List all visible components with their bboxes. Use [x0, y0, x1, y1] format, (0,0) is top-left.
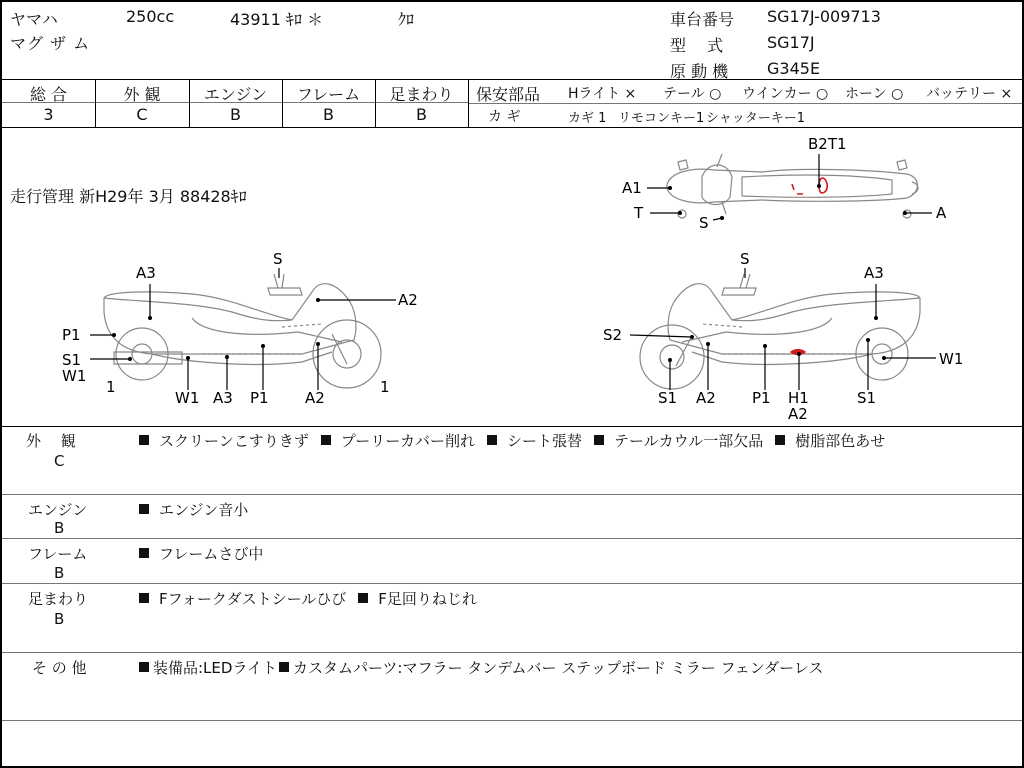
- divider: [468, 103, 1022, 104]
- label-w1: W1: [62, 367, 87, 385]
- frame-grade-value: B: [323, 105, 334, 124]
- divider: [468, 79, 469, 127]
- label-one: 1: [380, 378, 390, 396]
- chassis-value: SG17J-009713: [767, 7, 881, 26]
- remark-frame-grade: B: [54, 564, 65, 582]
- scooter-right-view-icon: [640, 274, 920, 389]
- safety-headlight: Hライト ×: [568, 86, 637, 102]
- bullet-icon: [775, 435, 785, 445]
- remark-item: テールカウル一部欠品: [613, 432, 764, 450]
- remark-engine-items: [139, 499, 248, 520]
- bullet-icon: [139, 662, 149, 672]
- remark-engine-label: エンジン: [28, 501, 88, 519]
- overall-value: 3: [43, 105, 54, 124]
- remark-item: シート張替: [506, 432, 582, 450]
- label-p1: P1: [752, 389, 771, 407]
- remark-item: Fフォークダストシールひび: [159, 590, 347, 608]
- bullet-icon: [279, 662, 289, 672]
- label-b2t1: B2T1: [808, 135, 847, 153]
- label-one: 1: [106, 378, 116, 396]
- mileage: 43911 ｷﾛ ＊: [230, 10, 324, 29]
- label-t: T: [634, 204, 644, 222]
- label-w1: W1: [175, 389, 200, 407]
- suspension-grade-value: B: [416, 105, 427, 124]
- remark-exterior-grade: C: [54, 452, 65, 470]
- suspension-grade-label: 足まわり: [389, 85, 454, 104]
- remark-frame-label: フレーム: [28, 545, 88, 563]
- engine-label: 原 動 機: [670, 62, 729, 81]
- engine-value: G345E: [767, 59, 821, 78]
- model-name: マグ ザ ム: [10, 34, 91, 53]
- label-h1: H1: [788, 389, 809, 407]
- label-s: S: [699, 214, 709, 232]
- label-s1: S1: [857, 389, 877, 407]
- keys-label: カ ギ: [488, 109, 521, 125]
- label-s1: S1: [62, 351, 82, 369]
- engine-grade-label: エンジン: [203, 85, 268, 104]
- scooter-left-view-icon: [104, 274, 381, 388]
- exterior-value: C: [136, 105, 148, 124]
- key-item: カギ 1: [568, 111, 607, 126]
- label-a2: A2: [398, 291, 418, 309]
- label-p1: P1: [62, 326, 81, 344]
- label-a3: A3: [213, 389, 233, 407]
- divider: [2, 652, 1022, 653]
- bullet-icon: [139, 593, 149, 603]
- label-s2: S2: [603, 326, 623, 344]
- engine-grade-value: B: [230, 105, 241, 124]
- divider: [2, 426, 1022, 427]
- remark-other-label: そ の 他: [32, 659, 87, 677]
- label-a2: A2: [788, 405, 808, 423]
- label-s1: S1: [658, 389, 678, 407]
- label-a2: A2: [305, 389, 325, 407]
- safety-tail: テール ○: [663, 86, 722, 102]
- safety-battery: バッテリー ×: [926, 86, 1013, 102]
- remark-suspension-grade: B: [54, 610, 65, 628]
- remark-exterior-label: 外 観: [26, 432, 76, 450]
- divider: [2, 494, 1022, 495]
- safety-label: 保安部品: [476, 85, 541, 104]
- label-s: S: [273, 250, 283, 268]
- maker: ヤマハ: [10, 10, 58, 29]
- remark-item: エンジン音小: [159, 501, 249, 519]
- bullet-icon: [594, 435, 604, 445]
- remark-item: カスタムパーツ:マフラー タンデムバー ステップボード ミラー フェンダーレス: [293, 659, 824, 677]
- bullet-icon: [487, 435, 497, 445]
- remark-suspension-items: [139, 588, 477, 609]
- overall-label: 総 合: [29, 85, 68, 104]
- bullet-icon: [139, 504, 149, 514]
- label-a1: A1: [622, 179, 642, 197]
- divider: [2, 79, 1022, 80]
- label-p1: P1: [250, 389, 269, 407]
- bullet-icon: [139, 435, 149, 445]
- chassis-label: 車台番号: [670, 10, 735, 29]
- divider: [2, 720, 1022, 721]
- remark-frame-items: [139, 543, 263, 564]
- bullet-icon: [358, 593, 368, 603]
- divider: [2, 583, 1022, 584]
- label-w1: W1: [939, 350, 964, 368]
- remark-engine-grade: B: [54, 519, 65, 537]
- remark-item: プーリーカバー削れ: [340, 432, 475, 450]
- damage-diagram: [2, 128, 1022, 426]
- remark-suspension-label: 足まわり: [28, 590, 89, 608]
- label-a3: A3: [864, 264, 884, 282]
- label-a3: A3: [136, 264, 156, 282]
- remark-other-items: [139, 657, 823, 678]
- label-a: A: [936, 204, 947, 222]
- remark-item: 樹脂部色あせ: [795, 432, 886, 450]
- displacement: 250cc: [126, 7, 175, 26]
- bullet-icon: [321, 435, 331, 445]
- damage-mark-red: [792, 178, 827, 194]
- type-value: SG17J: [767, 33, 815, 52]
- bullet-icon: [139, 548, 149, 558]
- label-a2: A2: [696, 389, 716, 407]
- exterior-label: 外 観: [123, 85, 161, 104]
- key-item: リモコンキー1: [618, 111, 705, 126]
- odometer-note: 走行管理 新H29年 3月 88428ｷﾛ: [10, 187, 247, 206]
- remark-item: フレームさび中: [159, 545, 264, 563]
- frame-grade-label: フレーム: [296, 85, 361, 104]
- remark-item: 装備品:LEDライト: [153, 659, 277, 677]
- remark-exterior-items: [139, 430, 885, 451]
- label-s: S: [740, 250, 750, 268]
- color: ｸﾛ: [398, 10, 415, 29]
- safety-horn: ホーン ○: [845, 86, 904, 102]
- divider: [2, 538, 1022, 539]
- remark-item: F足回りねじれ: [378, 590, 477, 608]
- type-label: 型 式: [670, 36, 724, 55]
- remark-item: スクリーンこすりきず: [159, 432, 309, 450]
- safety-winker: ウインカー ○: [742, 86, 829, 102]
- key-item: シャッターキー1: [706, 111, 806, 126]
